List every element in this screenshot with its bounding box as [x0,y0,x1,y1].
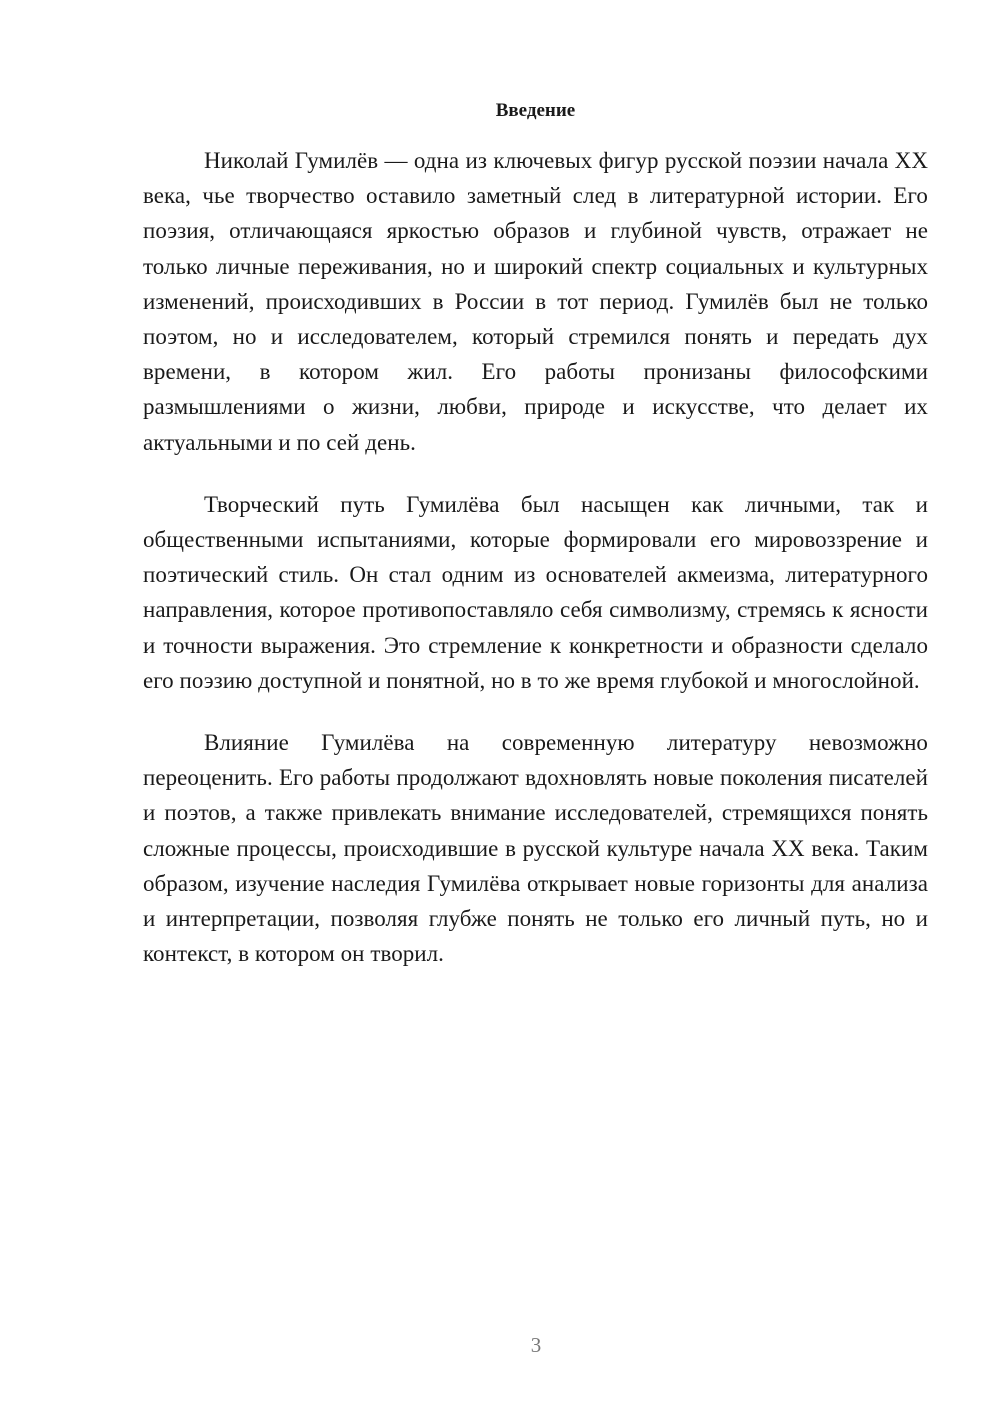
paragraph-3: Влияние Гумилёва на современную литературу невозможно переоценить. Его работы продолжают вдохновлять новые поколения писателей и поэтов, а также привлекать внимание исследователей, стремящихся понять сложные процессы, происходившие в русской культуре начала XX века. Таким образом, изучение наследия Гумилёва открывает новые горизонты для анализа и интерпретации, позволяя глубже понять не только его личный путь, но и контекст, в котором он творил. [143,730,928,967]
paragraph-1: Николай Гумилёв — одна из ключевых фигур русской поэзии начала XX века, чье творчество оставило заметный след в литературной истории. Его поэзия, отличающаяся яркостью образов и глубиной чувств, отражает не только личные переживания, но и широкий спектр социальных и культурных изменений, происходивших в России в тот период. Гумилёв был не только поэтом, но и исследователем, который стремился понять и передать дух времени, в котором жил. Его работы пронизаны философскими размышлениями о жизни, любви, природе и искусстве, что делает их актуальными и по сей день. [143,148,928,455]
body-text [143,143,928,998]
section-heading: Введение [495,100,576,121]
paragraph-2: Творческий путь Гумилёва был насыщен как личными, так и общественными испытаниями, которые формировали его мировоззрение и поэтический стиль. Он стал одним из основателей акмеизма, литературного направления, которое противопоставляло себя символизму, стремясь к ясности и точности выражения. Это стремление к конкретности и образности сделало его поэзию доступной и понятной, но в то же время глубокой и многослойной. [143,491,928,693]
page-number: 3 [530,1333,542,1357]
